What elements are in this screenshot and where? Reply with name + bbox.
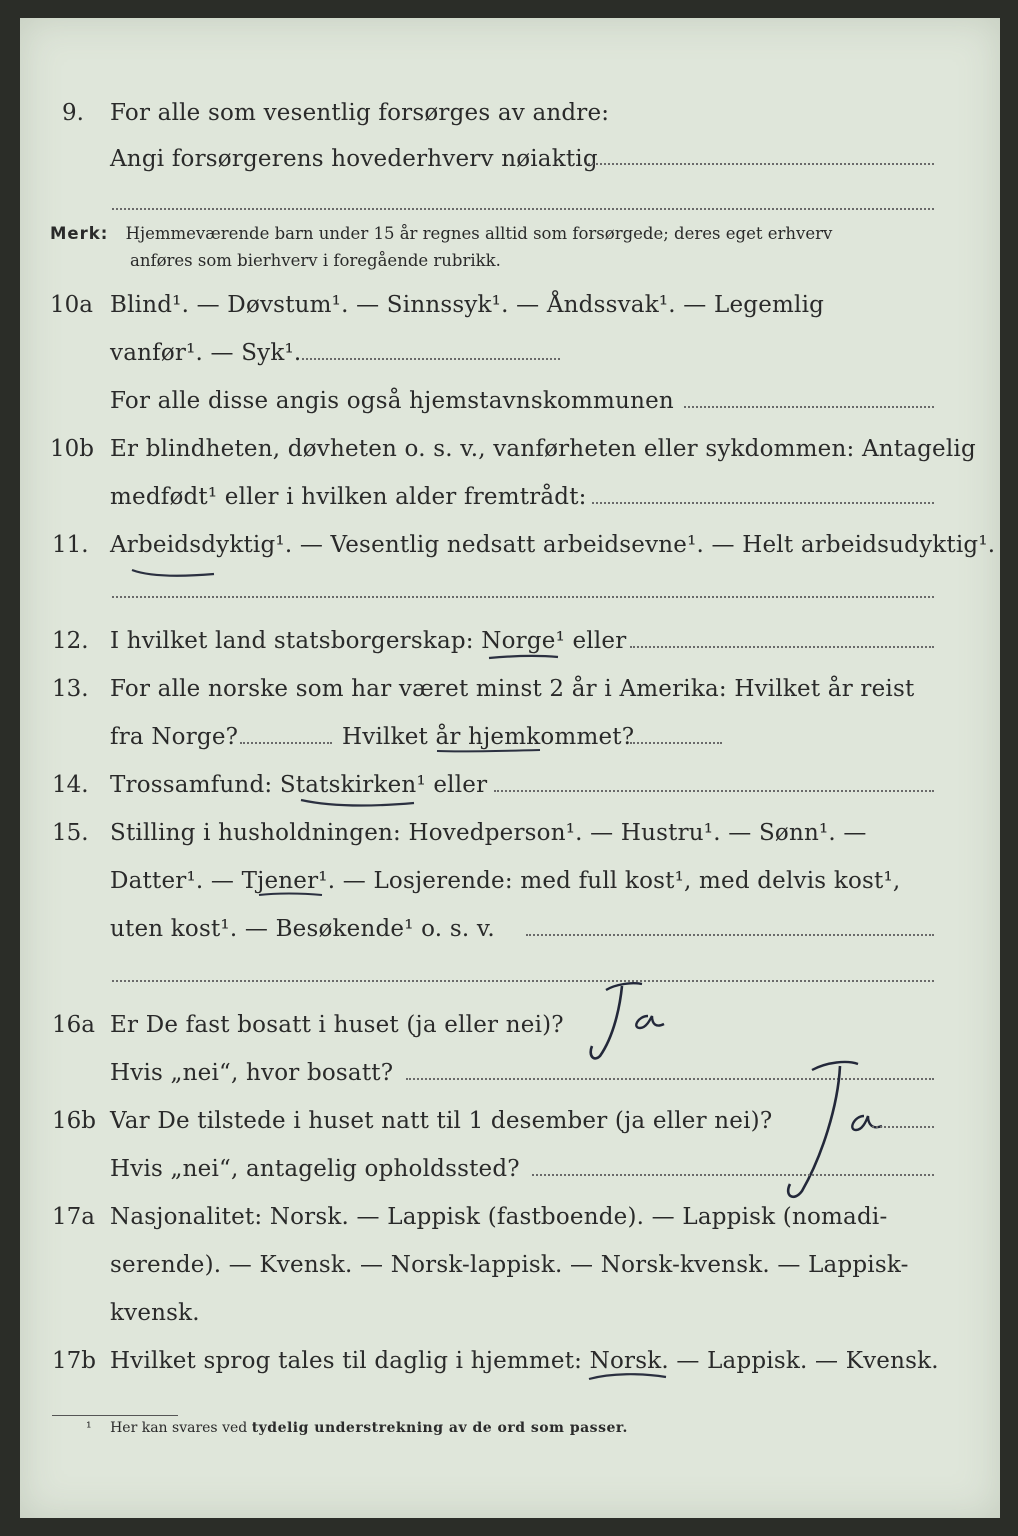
q9-answer-field-2[interactable] [112, 208, 934, 210]
q11-answer-field[interactable] [112, 596, 934, 598]
footnote-text1: Her kan svares ved [110, 1420, 248, 1436]
q12-number: 12. [52, 628, 89, 654]
q15-number: 15. [52, 820, 89, 846]
merk-line2: anføres som bierhverv i foregående rubrikk. [130, 251, 501, 270]
q14-handwritten-underline [298, 796, 418, 810]
q13-line1: For alle norske som har været minst 2 år i Amerika: Hvilket år reist [110, 676, 915, 702]
q17a-line2: serende). — Kvensk. — Norsk-lappisk. — Norsk-kvensk. — Lappisk- [110, 1252, 909, 1278]
q15-answer-field[interactable] [526, 934, 934, 936]
q13-reist-field[interactable] [240, 742, 332, 744]
q16b-opholdssted-field[interactable] [532, 1174, 934, 1176]
q14-answer-field[interactable] [494, 790, 934, 792]
q10b-number: 10b [50, 436, 94, 462]
q17b-handwritten-underline [586, 1370, 670, 1384]
q17a-line1: Nasjonalitet: Norsk. — Lappisk (fastboende). — Lappisk (nomadi- [110, 1204, 888, 1230]
q10a-line3: For alle disse angis også hjemstavnskommunen [110, 388, 674, 414]
q13-line2a: fra Norge? [110, 724, 239, 750]
q17b-line1: Hvilket sprog tales til daglig i hjemmet: Norsk. — Lappisk. — Kvensk. [110, 1348, 939, 1374]
q15-answer-field-2[interactable] [112, 980, 934, 982]
q10a-line2: vanfør¹. — Syk¹. [110, 340, 302, 366]
q17a-number: 17a [52, 1204, 95, 1230]
q13-hjemkommet-field[interactable] [630, 742, 722, 744]
q16a-line1: Er De fast bosatt i huset (ja eller nei)? [110, 1012, 564, 1038]
q10a-number: 10a [50, 292, 93, 318]
q9-number: 9. [62, 100, 84, 126]
q10b-line1: Er blindheten, døvheten o. s. v., vanførheten eller sykdommen: Antagelig [110, 436, 976, 462]
q11-line1: Arbeidsdyktig¹. — Vesentlig nedsatt arbeidsevne¹. — Helt arbeidsudyktig¹. [110, 532, 996, 558]
q15-line3: uten kost¹. — Besøkende¹ o. s. v. [110, 916, 495, 942]
q9-line2: Angi forsørgerens hovederhverv nøiaktig [110, 146, 598, 172]
q16b-line1: Var De tilstede i huset natt til 1 desember (ja eller nei)? [110, 1108, 773, 1134]
q13-line2b: Hvilket år hjemkommet? [342, 724, 635, 750]
merk-note [50, 221, 832, 247]
q12-handwritten-underline [486, 652, 562, 664]
q17b-number: 17b [52, 1348, 96, 1374]
q16a-number: 16a [52, 1012, 95, 1038]
q17a-line3: kvensk. [110, 1300, 200, 1326]
footnote-mark: ¹ [86, 1420, 92, 1436]
q16b-answer-field[interactable] [872, 1126, 934, 1128]
footnote [86, 1418, 628, 1438]
q9-line1: For alle som vesentlig forsørges av andre: [110, 100, 610, 126]
q12-line1: I hvilket land statsborgerskap: Norge¹ eller [110, 628, 627, 654]
census-form-page [20, 18, 1000, 1518]
q12-answer-field[interactable] [630, 646, 934, 648]
merk-line1: Hjemmeværende barn under 15 år regnes alltid som forsørgede; deres eget erhverv [125, 224, 833, 243]
q15-line1: Stilling i husholdningen: Hovedperson¹. — Hustru¹. — Sønn¹. — [110, 820, 867, 846]
merk-label: Merk: [50, 224, 109, 243]
q9-answer-field[interactable] [588, 163, 934, 165]
q11-number: 11. [52, 532, 89, 558]
q13-number: 13. [52, 676, 89, 702]
q16a-line2: Hvis „nei“, hvor bosatt? [110, 1060, 394, 1086]
q11-handwritten-underline [128, 564, 218, 580]
q16b-number: 16b [52, 1108, 96, 1134]
q16a-handwritten-answer [576, 976, 676, 1062]
q10a-hjemstavn-field[interactable] [684, 406, 934, 408]
q15-handwritten-underline [256, 890, 326, 900]
q16b-line2: Hvis „nei“, antagelig opholdssted? [110, 1156, 520, 1182]
footnote-text2: tydelig understrekning av de ord som passer. [251, 1420, 628, 1436]
footnote-rule [52, 1415, 178, 1416]
q13-handwritten-underline [434, 746, 544, 756]
q14-number: 14. [52, 772, 89, 798]
q10b-line2: medfødt¹ eller i hvilken alder fremtrådt: [110, 484, 587, 510]
q10a-line1: Blind¹. — Døvstum¹. — Sinnssyk¹. — Åndssvak¹. — Legemlig [110, 292, 825, 318]
q15-line2: Datter¹. — Tjener¹. — Losjerende: med full kost¹, med delvis kost¹, [110, 868, 901, 894]
q10b-answer-field[interactable] [592, 502, 934, 504]
q14-line1: Trossamfund: Statskirken¹ eller [110, 772, 488, 798]
q10a-answer-field[interactable] [302, 358, 560, 360]
